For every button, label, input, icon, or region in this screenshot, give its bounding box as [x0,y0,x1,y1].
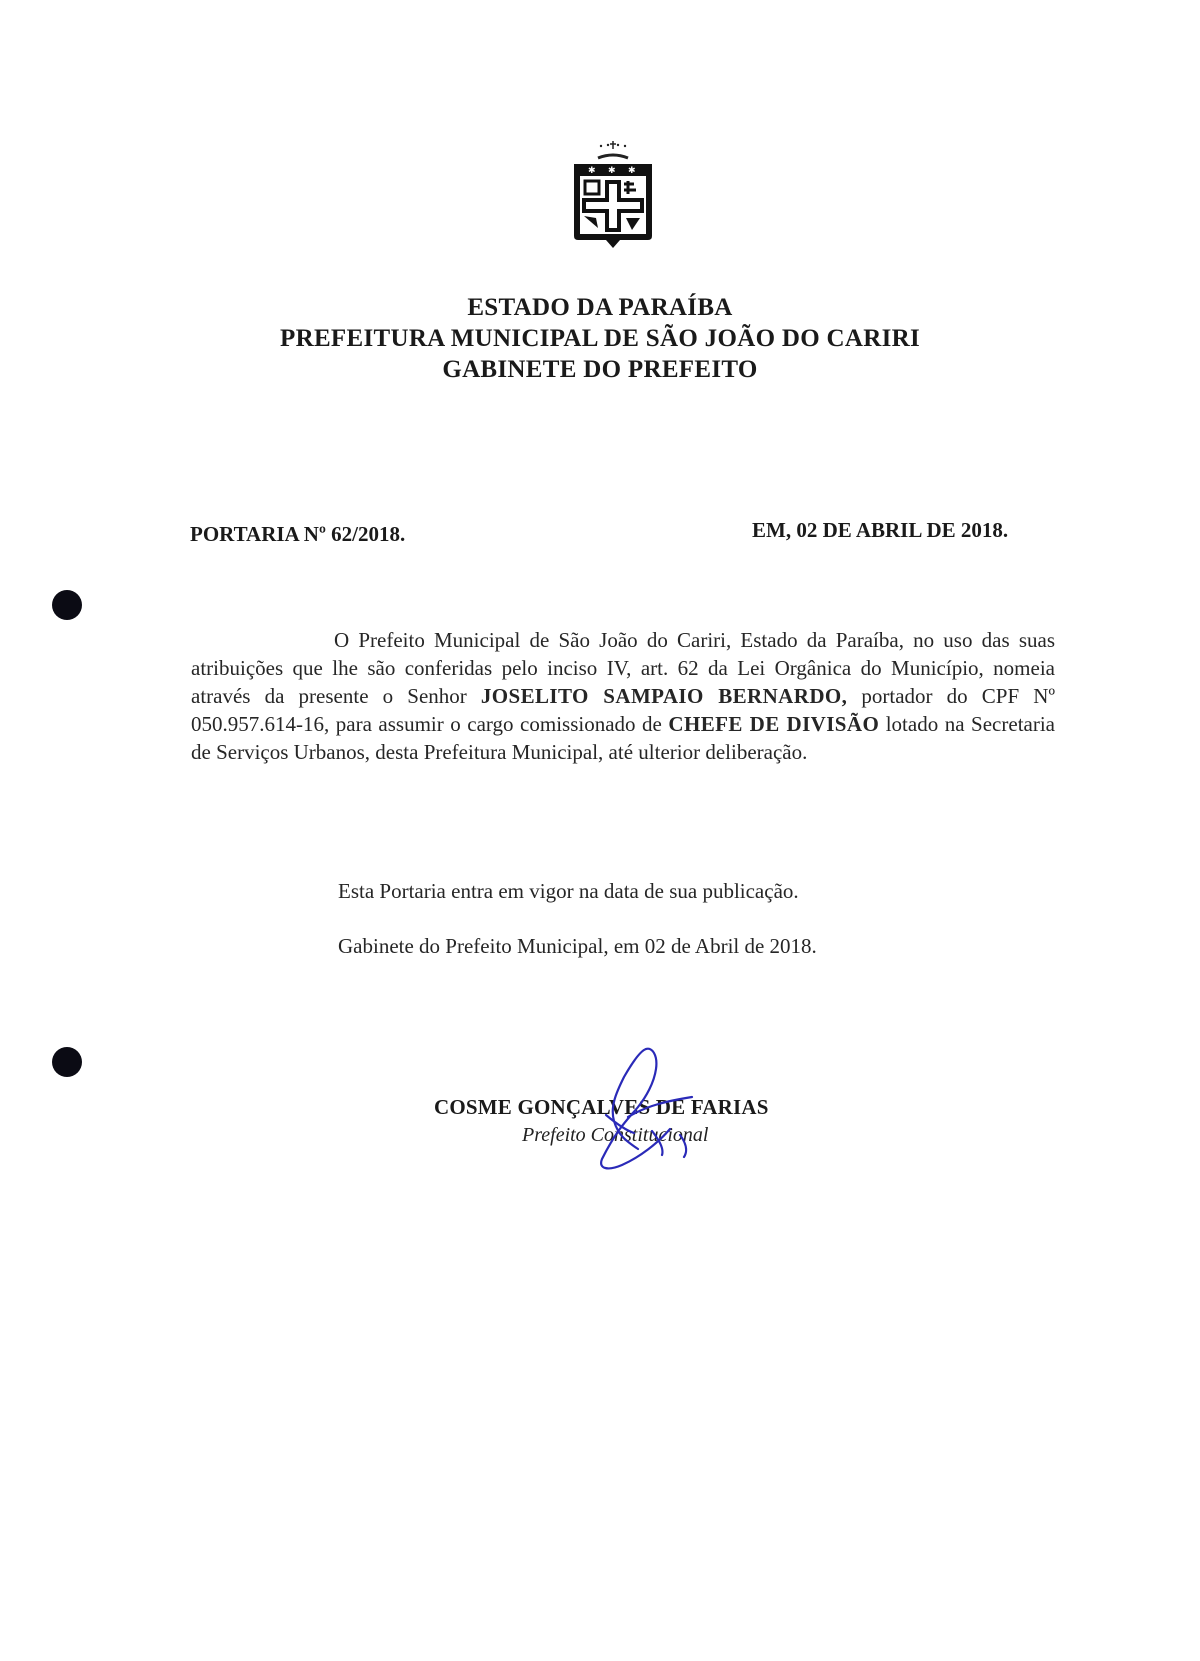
appointee-name: JOSELITO SAMPAIO BERNARDO, [480,684,848,708]
letterhead [0,292,1200,385]
portaria-date: EM, 02 DE ABRIL DE 2018. [752,518,1009,542]
decree-text-cpf: portador do CPF Nº 050.957.614-16, para assumir o cargo comissionado de [191,684,1055,736]
decree-paragraph [191,626,1055,766]
state-name: ESTADO DA PARAÍBA [467,294,733,321]
appointed-role: CHEFE DE DIVISÃO [668,712,880,736]
municipality-name: PREFEITURA MUNICIPAL DE SÃO JOÃO DO CARIRI [280,325,920,352]
signer-title: Prefeito Constitucional [522,1124,709,1146]
svg-text:✱: ✱ [588,166,596,176]
municipal-crest-icon [568,140,658,255]
svg-text:✱: ✱ [628,166,636,176]
svg-text:✱: ✱ [608,166,616,176]
office-name: GABINETE DO PREFEITO [442,356,758,383]
decree-text-intro: O Prefeito Municipal de São João do Cariri, Estado da Paraíba, no uso das suas atribuições que lhe são conferidas pelo inciso IV, art. 62 da Lei Orgânica do Município, nomeia através da presente o Senhor [191,628,1055,708]
punch-hole-icon [52,590,82,620]
handwritten-signature [588,1045,718,1173]
issuance-place-date: Gabinete do Prefeito Municipal, em 02 de Abril de 2018. [338,934,817,958]
portaria-number: PORTARIA Nº 62/2018. [190,522,406,546]
punch-hole-icon [52,1047,82,1077]
effective-clause: Esta Portaria entra em vigor na data de sua publicação. [338,879,799,903]
decree-text-closing: lotado na Secretaria de Serviços Urbanos, desta Prefeitura Municipal, até ulterior deliberação. [191,712,1055,764]
signer-name: COSME GONÇALVES DE FARIAS [434,1095,769,1119]
